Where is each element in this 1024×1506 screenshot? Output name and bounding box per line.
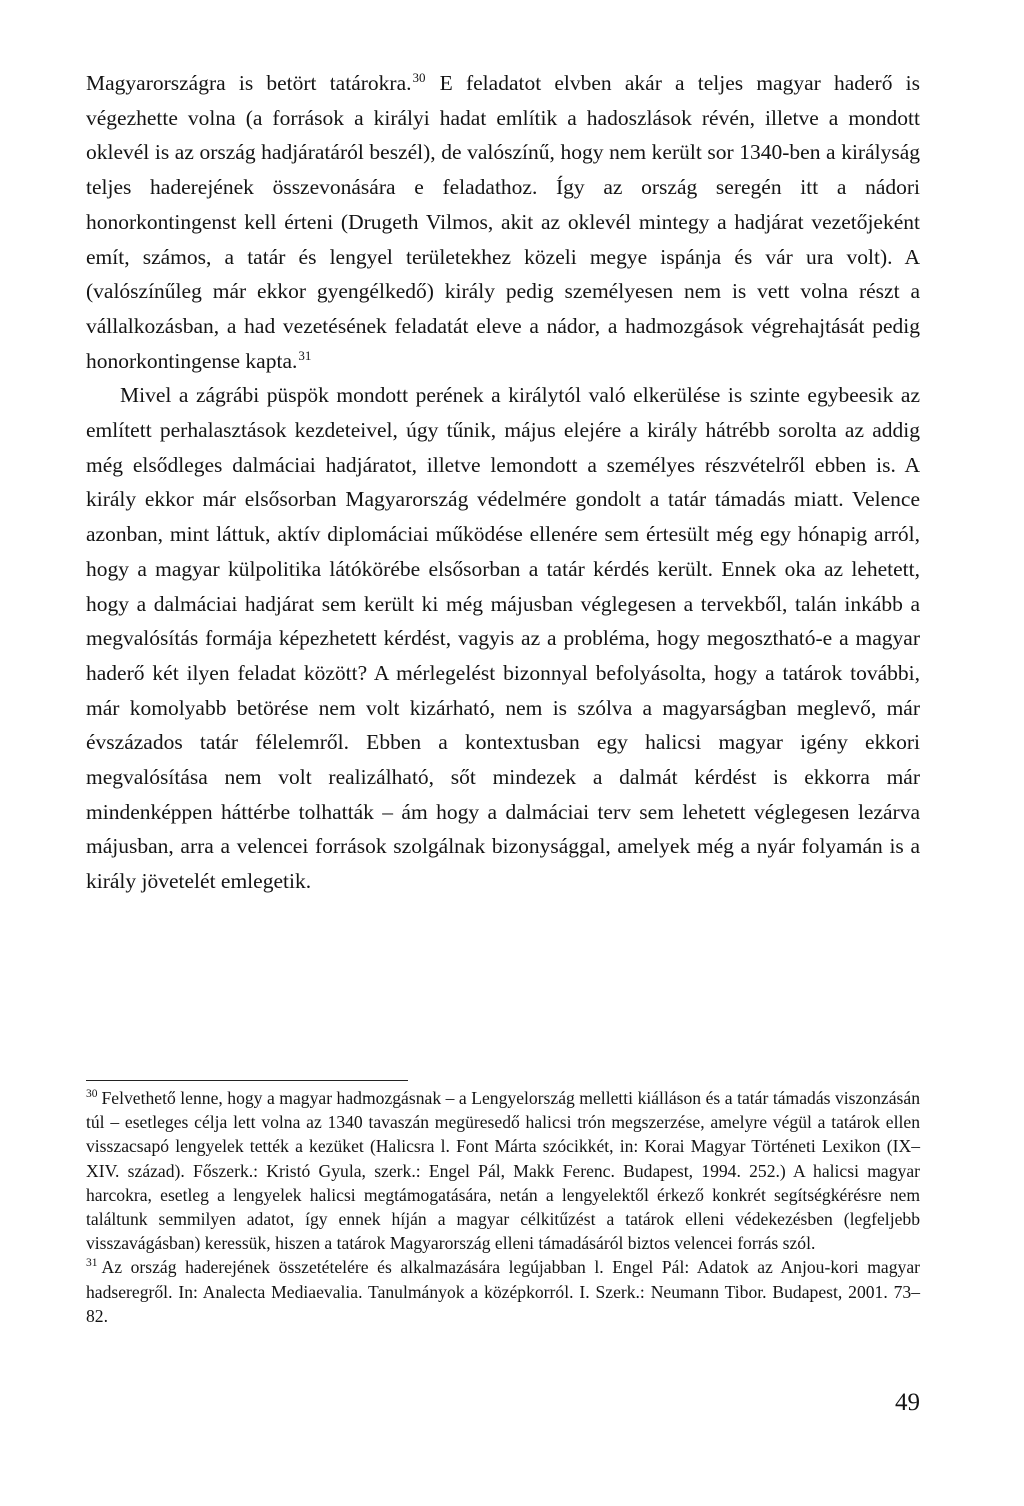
paragraph-1-text-a: Magyarországra is betört tatárokra.: [86, 71, 412, 95]
footnote-30-text: Felvethető lenne, hogy a magyar hadmozgásnak – a Lengyelország melletti kiálláson és a tatár támadás viszonzásán túl – esetleges célja lett volna az 1340 tavaszán megüresedő halicsi trón megszerzése, amelyre végül a tatárok ellen visszacsapó lengyelek tették a kezüket (Halicsra l. Font Márta szócikkét, in: Korai Magyar Történeti Lexikon (IX–XIV. század). Főszerk.: Kristó Gyula, szerk.: Engel Pál, Makk Ferenc. Budapest, 1994. 252.) A halicsi magyar harcokra, esetleg a lengyelek halicsi megtámogatására, netán a lengyelektől érkező konkrét segítségkérésre nem találtunk semmilyen adatot, így ennek híján a magyar célkitűzést a tatárok elleni védekezésben (legfeljebb visszavágásban) keressük, hiszen a tatárok Magyarország elleni támadásáról biztos velencei forrás szól.: [86, 1088, 920, 1254]
footnote-30: [86, 1086, 920, 1255]
footnote-number-31: 31: [86, 1257, 98, 1270]
footnotes: [86, 1086, 920, 1328]
footnote-ref-31: 31: [298, 347, 312, 363]
paragraph-1: [86, 66, 920, 378]
footnote-31: [86, 1255, 920, 1328]
main-text: [86, 66, 920, 899]
page-number: 49: [895, 1389, 920, 1416]
footnote-number-30: 30: [86, 1088, 98, 1100]
footnote-divider: [86, 1080, 408, 1081]
paragraph-2: Mivel a zágrábi püspök mondott perének a királytól való elkerülése is szinte egybeesik az említett perhalasztások kezdeteivel, úgy tűnik, május elejére a király hátrébb sorolta az addig még elsődleges dalmáciai hadjáratot, illetve lemondott a személyes részvételről ebben is. A király ekkor már elsősorban Magyarország védelmére gondolt a tatár támadás miatt. Velence azonban, mint láttuk, aktív diplomáciai működése ellenére sem értesült még egy hónapig arról, hogy a magyar külpolitika látókörébe elsősorban a tatár kérdés került. Ennek oka az lehetett, hogy a dalmáciai hadjárat sem került ki még májusban véglegesen a tervekből, talán inkább a megvalósítás formája képezhetett kérdést, vagyis az a probléma, hogy megosztható-e a magyar haderő két ilyen feladat között? A mérlegelést bizonnyal befolyásolta, hogy a tatárok további, már komolyabb betörése nem volt kizárható, nem is szólva a magyarságban meglevő, már évszázados tatár félelemről. Ebben a kontextusban egy halicsi magyar igény ekkori megvalósítása nem volt realizálható, sőt mindezek a dalmát kérdést is ekkorra már mindenképpen háttérbe tolhatták – ám hogy a dalmáciai terv sem lehetett véglegesen lezárva májusban, arra a velencei források szolgálnak bizonysággal, amelyek még a nyár folyamán is a király jövetelét emlegetik.: [86, 383, 920, 894]
footnote-31-text: Az ország haderejének összetételére és alkalmazására legújabban l. Engel Pál: Adatok az Anjou-kori magyar hadseregről. In: Analecta Mediaevalia. Tanulmányok a középkorról. I. Szerk.: Neumann Tibor. Budapest, 2001. 73–82.: [86, 1257, 920, 1326]
paragraph-1-text-b: E feladatot elvben akár a teljes magyar haderő is végezhette volna (a források a királyi hadat említik a hadoszlások révén, illetve a mondott oklevél is az ország hadjáratáról beszél), de valószínű, hogy nem került sor 1340-ben a királyság teljes haderejének összevonására e feladathoz. Így az ország seregén itt a nádori honorkontingenst kell érteni (Drugeth Vilmos, akit az oklevél mintegy a hadjárat vezetőjeként emít, számos, a tatár és lengyel területekhez közeli megye ispánja és vár ura volt). A (valószínűleg már ekkor gyengélkedő) király pedig személyesen nem is vett volna részt a vállalkozásban, a had vezetésének feladatát eleve a nádor, a hadmozgások végrehajtását pedig honorkontingense kapta.: [86, 71, 920, 373]
footnote-ref-30: 30: [412, 70, 426, 85]
